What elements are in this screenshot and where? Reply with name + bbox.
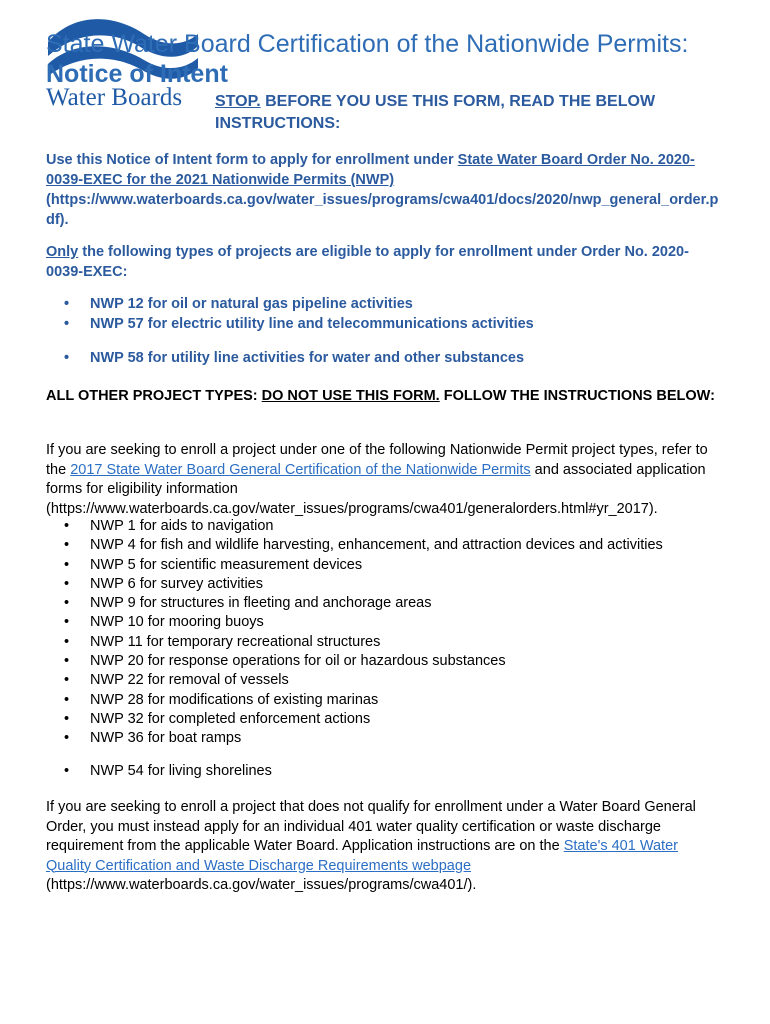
bullet-icon: • [64,316,70,332]
list-item-text: NWP 57 for electric utility line and telecommunications activities [90,316,534,332]
list-item [64,296,413,312]
intro-paragraph [46,150,726,230]
list-item-text: NWP 5 for scientific measurement devices [90,556,363,573]
list-item-text: NWP 4 for fish and wildlife harvesting, enhancement, and attraction devices and activities [90,537,663,554]
list-item-text: NWP 10 for mooring buoys [90,614,264,631]
stop-notice [215,91,735,135]
list-item-text: NWP 58 for utility line activities for water and other substances [90,350,525,366]
bullet-icon: • [64,672,70,689]
list-item [64,316,534,332]
bullet-icon: • [64,537,70,554]
individual-paragraph [46,798,726,896]
list-item-text: NWP 36 for boat ramps [90,730,242,747]
order-url: (https://www.waterboards.ca.gov/water_issues/programs/cwa401/docs/2020/nwp_general_order.pdf). [46,192,719,228]
list-item [64,350,524,366]
general-paragraph [46,441,726,519]
individual-text-after: (https://www.waterboards.ca.gov/water_issues/programs/cwa401/). [46,877,477,893]
list-item [64,763,272,779]
list-item-text: NWP 11 for temporary recreational structures [90,633,381,650]
bullet-icon: • [64,710,70,727]
list-item-text: NWP 6 for survey activities [90,575,263,592]
list-item [64,594,663,613]
list-item-text: NWP 1 for aids to navigation [90,518,274,534]
stop-text: BEFORE YOU USE THIS FORM, READ THE BELOW INSTRUCTIONS: [215,93,656,132]
list-item-text: NWP 22 for removal of vessels [90,672,289,689]
bullet-icon: • [64,763,70,779]
eligible-text: the following types of projects are eligible to apply for enrollment under Order No. 2020-0039-EXEC: [46,244,689,280]
list-item [64,652,663,671]
page-title: State Water Board Certification of the Nationwide Permits: [46,30,689,58]
list-item [64,633,663,652]
other-types-notice [46,386,726,406]
list-item [64,575,663,594]
bullet-icon: • [64,575,70,592]
bullet-icon: • [64,653,70,670]
logo-text: Water Boards [46,84,183,111]
list-item-text: NWP 32 for completed enforcement actions [90,710,371,727]
list-item-text: NWP 20 for response operations for oil or hazardous substances [90,653,506,670]
bullet-icon: • [64,614,70,631]
list-item-text: NWP 28 for modifications of existing marinas [90,691,379,708]
list-item [64,556,663,575]
bullet-icon: • [64,595,70,612]
list-item-text: NWP 12 for oil or natural gas pipeline activities [90,296,413,312]
bullet-icon: • [64,296,70,312]
eligible-paragraph [46,242,726,282]
bullet-icon: • [64,691,70,708]
cwa401-link[interactable]: State's 401 Water Quality Certification and Waste Discharge Requirements webpage [46,838,678,874]
general-text-after: and associated application forms for eligibility information (https://www.waterboards.ca.gov/water_issues/programs/cwa401/generalorders.html#yr_2017). [46,461,706,517]
bullet-icon: • [64,350,70,366]
bullet-icon: • [64,633,70,650]
general-text: If you are seeking to enroll a project under one of the following Nationwide Permit project types, refer to the [46,442,708,478]
do-not-use-text: DO NOT USE THIS FORM. [261,388,440,404]
only-text: Only [46,244,79,260]
list-item [64,517,663,536]
page-subtitle: Notice of Intent [46,60,228,88]
list-item [64,613,663,632]
bullet-icon: • [64,730,70,747]
other-after: FOLLOW THE INSTRUCTIONS BELOW: [439,388,715,404]
list-item-text: NWP 54 for living shorelines [90,763,272,779]
other-before: ALL OTHER PROJECT TYPES: [46,388,262,404]
list-item [64,691,663,710]
general-cert-link[interactable]: 2017 State Water Board General Certification of the Nationwide Permits [70,461,531,478]
nwp-list [64,517,663,749]
stop-label: STOP. [215,93,261,110]
list-item [64,729,663,748]
list-item [64,536,663,555]
list-item [64,671,663,690]
list-item-text: NWP 9 for structures in fleeting and anchorage areas [90,595,432,612]
bullet-icon: • [64,518,70,534]
list-item [64,710,663,729]
individual-text: If you are seeking to enroll a project that does not qualify for enrollment under a Water Board General Order, you must instead apply for an individual 401 water quality certification or waste discharge requirement from the applicable Water Board. Application instructions are on the [46,799,696,854]
bullet-icon: • [64,556,70,573]
order-link[interactable]: State Water Board Order No. 2020-0039-EXEC for the 2021 Nationwide Permits (NWP) [46,152,695,188]
intro-text: Use this Notice of Intent form to apply for enrollment under [46,152,458,168]
